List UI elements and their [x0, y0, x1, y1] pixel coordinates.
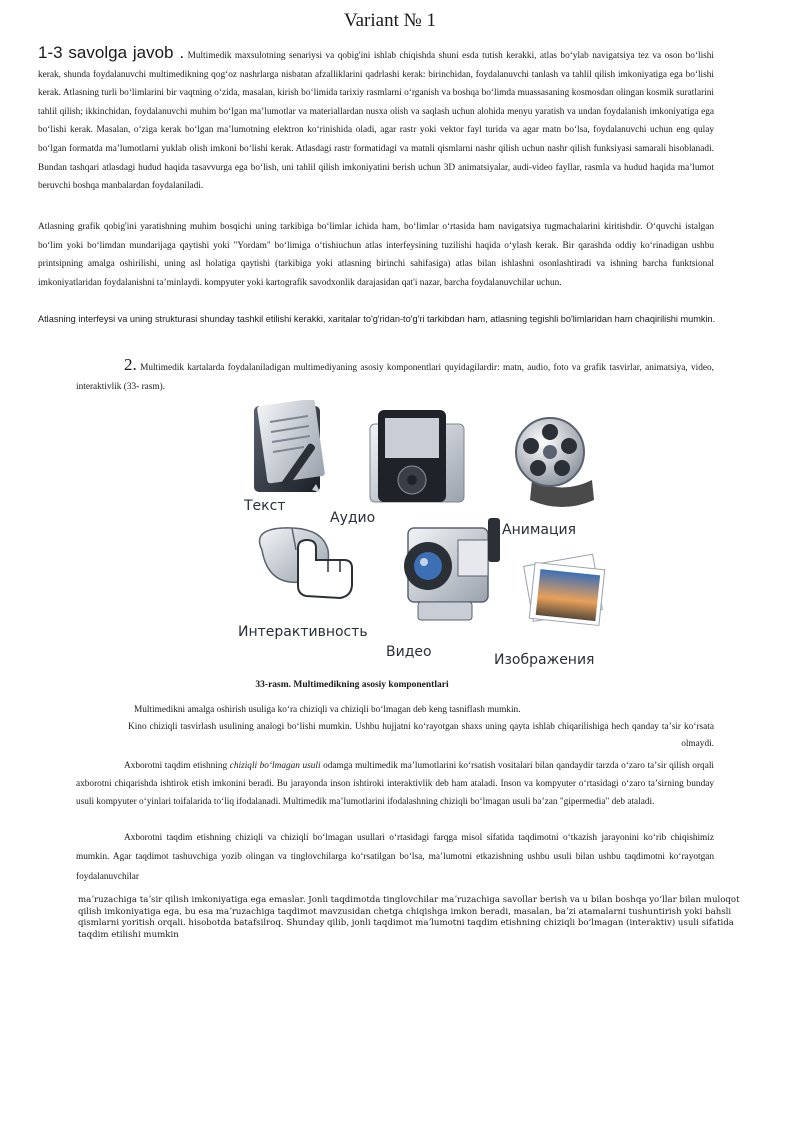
figure-illustration [232, 400, 612, 670]
text-run: odamga multimedik maʼlumotlarini koʻrsatish vositalari bilan qandaydir tarzda oʻzaro taʼsir qilish orqali axborotni chiqarishda ishtirok etish imkonini beradi. Bu jarayonda inson ishtiroki interaktivlik deb ham ataladi. Inson va kompyuter oʻrtasidagi oʻzaro taʼsirning bunday usuli kompyuter oʻyinlari toifalarida toʻliq ifodalanadi. Multimedik maʼlumotlarini ifodalashning chiziqli boʻlmagan usuli baʼzan "gipermedia" deb ataladi. [76, 761, 714, 808]
paragraph-text: Multimedik kartalarda foydalaniladigan multimediyaning asosiy komponentlari quyidagilardir: matn, audio, foto va grafik tasvirlar, animatsiya, video, interaktivlik (33- rasm). [76, 363, 714, 392]
paragraph-navigation: Atlasning grafik qobig'ini yaratishning muhim bosqichi uning tarkibiga boʻlimlar ichida ham, boʻlimlar oʻrtasida ham navigatsiya tugmachalarini kiritishdir. Oʻquvchi istalgan boʻlim yoki boʻlimdan mundarijaga qaytishi yoki "Yordam" boʻlimiga oʻtishiuchun atlas interfeysining tuzilishi haqida oʻylash kerak. Bir qarashda oddiy koʻrinadigan ushbu printsipning amalga oshirilishi, uning asl holatiga qaytishi (tarkibiga yoki atlasning birinchi sahifasiga) atlas bilan ishlashni osonlashtiradi va ishning barcha funktsional imkoniyatlaridan foydalanishni taʼminlaydi. kompyuter yoki kartografik savodxonlik darajasidan qat'i nazar, barcha foydalanuvchilar uchun. [38, 222, 714, 288]
label-image: Изображения [494, 652, 595, 668]
label-video: Видео [386, 644, 432, 660]
paragraph-components [76, 356, 714, 396]
label-animation: Анимация [502, 522, 577, 538]
paragraph-nonlinear [76, 757, 714, 812]
paragraph-live-presentation: maʼruzachiga taʼsir qilish imkoniyatiga ega emaslar. Jonli taqdimotda tinglovchilar maʼruzachiga savollar berish va u bilan boshqa yoʻllar bilan muloqot qilish imkoniyatiga ega, bu esa maʼruzachiga taqdimot mavzusidan chetga chiqishga imkon beradi, masalan, baʼzi atamalarni tushuntirish yoki bahsli qismlarni yoritish orqali. hisobotda batafsilroq. Shunday qilib, jonli taqdimot maʼlumotni taqdim etishning chiziqli boʻlmagan (interaktiv) usuli sifatida taqdim etilishi mumkin [78, 895, 740, 940]
answer-heading: 1-3 savolga javob . [38, 43, 185, 62]
label-text: Текст [244, 498, 286, 514]
text-run: Axborotni taqdim etishning [124, 761, 230, 771]
paragraph-cinema: Kino chiziqli tasvirlash usulining analogi boʻlishi mumkin. Ushbu hujjatni koʻrayotgan shaxs uning qayta ishlab chiqarilishiga hech qanday taʼsir koʻrsata olmaydi. [128, 722, 714, 749]
photo-stack-icon [524, 554, 605, 625]
emphasis-term: chiziqli boʻlmagan usuli [229, 761, 321, 771]
paragraph-classification: Multimedikni amalga oshirish usuliga koʻra chiziqli va chiziqli boʻlmagan deb keng tasniflash mumkin. [134, 705, 521, 715]
page-title: Variant № 1 [344, 10, 436, 31]
video-camera-icon [404, 518, 500, 620]
label-interactive: Интерактивность [238, 624, 368, 640]
paragraph-answer-1-3 [38, 44, 714, 196]
item-number: 2. [124, 355, 137, 374]
paragraph-text: Multimedik maxsulotning senariysi va qobig'ini ishlab chiqishda shuni esda tutish kerakki, atlas boʻylab navigatsiya tez va oson boʻlishi kerak, shunda foydalanuvchi multimedikning qogʻoz nashrlarga nisbatan afzalliklarini qadrlashi kerak: birinchidan, foydalanuvchi tanlash va tahlil qilish imkoniyatiga ega boʻlishi kerak. Atlasning turli boʻlimlarini bir vaqtning oʻzida, masalan, kirish boʻlimida tarixiy rasmlarni oʻrganish va boshqa boʻlimda muassasaning kosmosdan olingan kosmik suratlarini tahlil qilish; ikkinchidan, foydalanuvchi muhim boʻlgan maʼlumotlar va materiallardan nusxa olish va saqlash uchun alohida menyu yaratish va undan foydalanish imkoniyatiga ega boʻlishi kerak. Masalan, oʻziga kerak boʻlgan maʼlumotning elektron koʻrinishida oladi, agar rastr yoki vektor fayl turida va agar matn boʻlsa, foydalanuvchi uchun eng qulay boʻlgan formatda maʼlumotlarni yuklab olish imkoni boʻlishi kerak. Atlasdagi rastr formatidagi va matnli qismlarni nashr qilish uchun nashr qilish funksiyasi samarali hisoblanadi. Bundan tashqari atlasdagi hudud haqida tasavvurga ega boʻlish, uni tahlil qilish imkoniyatini berish uchun 3D animatsiyalar, audi-video fayllar, rasmla va hudud haqida maʼlumot beruvchi boshqa manbalardan foydalaniladi. [38, 51, 715, 192]
audio-player-icon [370, 410, 464, 502]
paragraph-presentation: Axborotni taqdim etishning chiziqli va chiziqli boʻlmagan usullari oʻrtasidagi farqga misol sifatida taqdimotni oʻtkazish jarayonini koʻrib chiqishimiz mumkin. Agar taqdimot tashuvchiga yozib olingan va tinglovchilarga koʻrsatilgan boʻlsa, maʼlumotni etkazishning ushbu usuli bilan ushbu taqdimotni koʻrayotgan foydalanuvchilar [76, 833, 714, 882]
text-document-icon [254, 400, 325, 492]
figure-caption: 33-rasm. Multimedikning asosiy komponentlari [255, 680, 449, 690]
multimedia-components-figure [232, 400, 612, 670]
mouse-hand-icon [260, 528, 353, 598]
label-audio: Аудио [330, 510, 376, 526]
film-reel-icon [516, 418, 594, 507]
paragraph-interface: Atlasning interfeysi va uning strukturasi shunday tashkil etilishi kerakki, xaritalar to'g'ridan-to'g'ri tarkibdan ham, atlasning tegishli bo'limlaridan ham chaqirilishi mumkin. [38, 314, 716, 324]
